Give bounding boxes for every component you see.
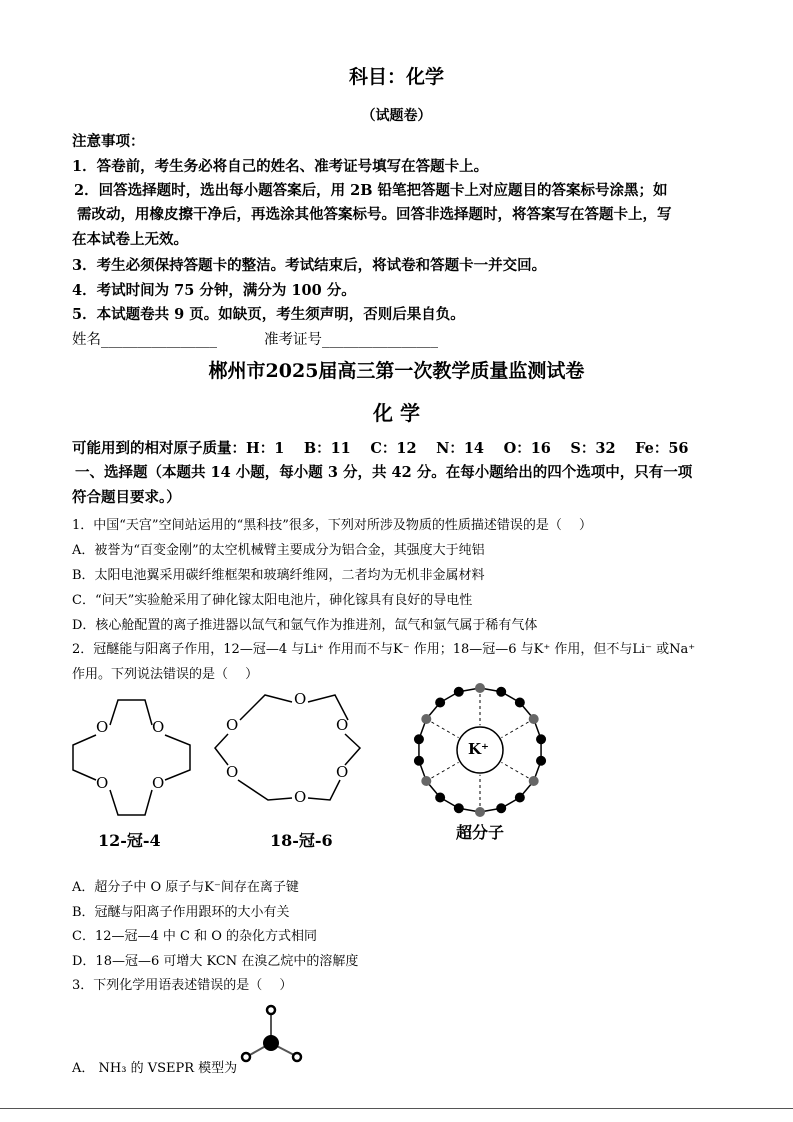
q1-stem: 1．中国“天宫”空间站运用的“黑科技”很多，下列对所涉及物质的性质描述错误的是（ ） <box>72 518 592 533</box>
oxygen-atom: O <box>336 716 349 734</box>
oxygen-atom <box>421 714 431 724</box>
oxygen-atom <box>421 776 431 786</box>
oxygen-atom: O <box>152 718 165 736</box>
q3-stem: 3．下列化学用语表述错误的是（ ） <box>72 978 293 993</box>
potassium-ion: K⁺ <box>468 740 489 758</box>
section-heading: 一、选择题（本题共 14 小题，每小题 3 分，共 42 分。在每小题给出的四个选项中，只有一项 <box>75 464 693 481</box>
oxygen-atom: O <box>336 763 349 781</box>
oxygen-atom <box>529 714 539 724</box>
carbon-atom <box>414 756 424 766</box>
page-bottom-line <box>0 1108 793 1109</box>
paper-type: （试题卷） <box>361 108 432 124</box>
q1-option: D．核心舱配置的离子推进器以氙气和氩气作为推进剂，氙气和氩气属于稀有气体 <box>72 618 538 633</box>
crown-18-6-figure <box>215 695 360 800</box>
notice-item: 4．考试时间为 75 分钟，满分为 100 分。 <box>72 282 356 299</box>
notice-item: 3．考生必须保持答题卡的整洁。考试结束后，将试卷和答题卡一并交回。 <box>72 257 547 274</box>
carbon-atom <box>454 687 464 697</box>
oxygen-atom <box>475 683 485 693</box>
oxygen-atom <box>529 776 539 786</box>
subject-title: 科目：化学 <box>348 66 444 88</box>
exam-title: 郴州市2025届高三第一次教学质量监测试卷 <box>208 360 585 382</box>
carbon-atom <box>496 687 506 697</box>
carbon-atom <box>515 698 525 708</box>
crown-18-6-label: 18-冠-6 <box>270 831 333 850</box>
carbon-atom <box>435 698 445 708</box>
oxygen-atom <box>475 807 485 817</box>
oxygen-atom: O <box>294 788 307 806</box>
oxygen-atom: O <box>152 774 165 792</box>
notice-item: 1．答卷前，考生务必将自己的姓名、准考证号填写在答题卡上。 <box>72 158 489 175</box>
q2-stem: 作用。下列说法错误的是（ ） <box>72 667 259 682</box>
name-field: 姓名________________ <box>72 332 217 348</box>
carbon-atom <box>536 756 546 766</box>
coordination-bond <box>426 719 458 738</box>
q2-stem: 2．冠醚能与阳离子作用，12—冠—4 与Li⁺ 作用而不与K⁻ 作用；18—冠—6 与K⁺ 作用，但不与Li⁻ 或Na⁺ <box>72 642 696 657</box>
coordination-bond <box>426 762 458 781</box>
q1-option: A．被誉为“百变金刚”的太空机械臂主要成分为铝合金，其强度大于纯铝 <box>72 543 485 558</box>
section-heading: 符合题目要求。） <box>72 489 181 506</box>
coordination-bond <box>501 719 533 738</box>
q2-option: C．12—冠—4 中 C 和 O 的杂化方式相同 <box>72 929 318 944</box>
atomic-masses: 可能用到的相对原子质量：H：1 B：11 C：12 N：14 O：16 S：32 Fe：56 <box>72 440 689 457</box>
crown-12-4-figure <box>73 700 190 815</box>
oxygen-atom: O <box>96 774 109 792</box>
carbon-atom <box>435 792 445 802</box>
exam-subject: 化 学 <box>373 401 420 425</box>
crown-12-4-label: 12-冠-4 <box>98 831 161 850</box>
notice-item: 在本试卷上无效。 <box>72 231 188 248</box>
q2-option: A．超分子中 O 原子与K⁻间存在离子键 <box>72 880 299 895</box>
nh3-vsepr-model <box>242 1006 301 1061</box>
oxygen-atom: O <box>294 690 307 708</box>
id-field: 准考证号________________ <box>264 332 438 348</box>
supermolecule-label: 超分子 <box>456 823 505 842</box>
notice-item: 需改动，用橡皮擦干净后，再选涂其他答案标号。回答非选择题时，将答案写在答题卡上，写 <box>77 206 672 223</box>
carbon-atom <box>496 803 506 813</box>
oxygen-atom: O <box>226 763 239 781</box>
carbon-atom <box>454 803 464 813</box>
q2-option: D．18—冠—6 可增大 KCN 在溴乙烷中的溶解度 <box>72 954 359 969</box>
notice-item: 5．本试题卷共 9 页。如缺页，考生须声明，否则后果自负。 <box>72 306 465 323</box>
q1-option: C．“问天”实验舱采用了砷化镓太阳电池片，砷化镓具有良好的导电性 <box>72 593 473 608</box>
q3-option-a: A． NH₃ 的 VSEPR 模型为 <box>72 1061 238 1076</box>
notice-item: 2．回答选择题时，选出每小题答案后，用 2B 铅笔把答题卡上对应题目的答案标号涂黑；如 <box>74 182 668 199</box>
oxygen-atom: O <box>96 718 109 736</box>
coordination-bond <box>501 762 533 781</box>
carbon-atom <box>515 792 525 802</box>
carbon-atom <box>414 734 424 744</box>
notice-title: 注意事项： <box>72 133 145 150</box>
q2-option: B．冠醚与阳离子作用跟环的大小有关 <box>72 905 290 920</box>
q1-option: B．太阳电池翼采用碳纤维框架和玻璃纤维网，二者均为无机非金属材料 <box>72 568 485 583</box>
carbon-atom <box>536 734 546 744</box>
oxygen-atom: O <box>226 716 239 734</box>
